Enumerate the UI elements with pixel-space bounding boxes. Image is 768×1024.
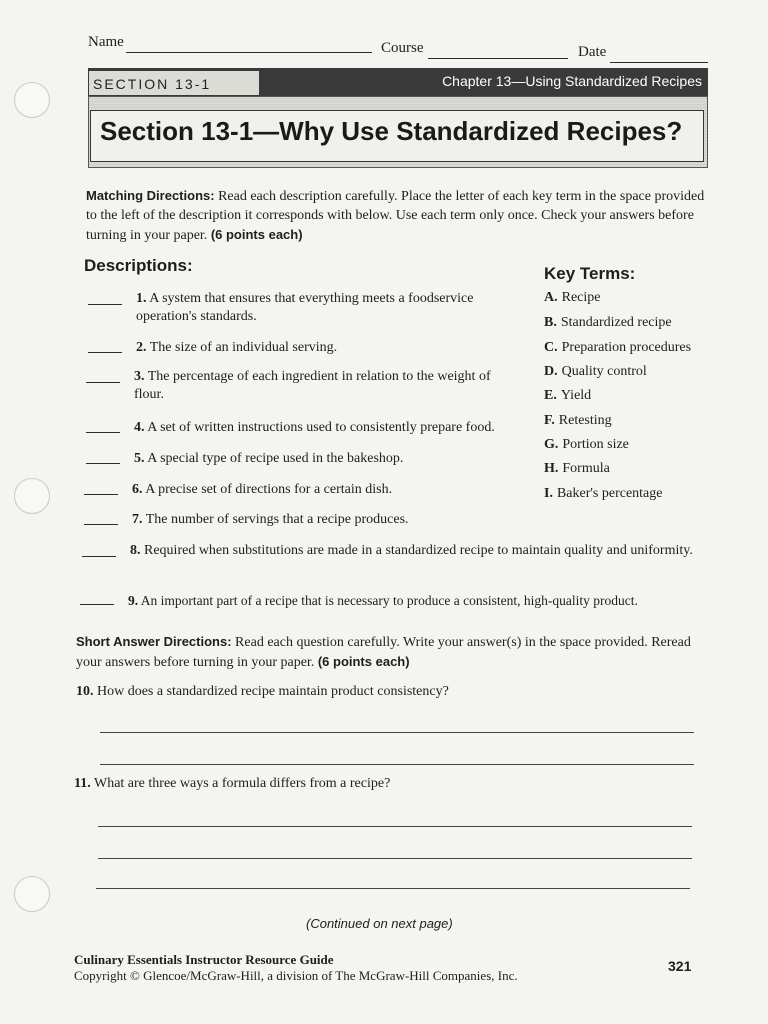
key-terms-heading: Key Terms: <box>544 264 636 283</box>
description-text: A set of written instructions used to consistently prepare food. <box>147 420 495 435</box>
description-number: 5. <box>134 451 145 466</box>
matching-directions <box>86 186 708 245</box>
key-term-text: Preparation procedures <box>561 340 692 355</box>
description-text: The number of servings that a recipe produces. <box>145 512 409 527</box>
key-term-letter: H. <box>544 461 559 476</box>
description-text: A system that ensures that everything meets a foodservice operation's standards. <box>136 291 474 324</box>
name-field-line[interactable] <box>126 52 372 53</box>
description-text: Required when substitutions are made in a standardized recipe to maintain quality and uniformity. <box>144 543 693 558</box>
key-term-item <box>544 315 672 331</box>
short-answer-heading: Short Answer Directions: <box>76 634 232 649</box>
key-term-letter: B. <box>544 315 557 330</box>
answer-line[interactable] <box>100 764 694 765</box>
key-term-letter: I. <box>544 486 553 501</box>
key-term-letter: A. <box>544 290 558 305</box>
answer-blank-7[interactable] <box>84 524 118 525</box>
description-item <box>136 290 516 326</box>
short-answer-question <box>76 684 449 700</box>
short-answer-question <box>74 776 390 792</box>
description-text: The size of an individual serving. <box>149 340 338 355</box>
key-term-item <box>544 413 612 429</box>
key-term-text: Standardized recipe <box>560 315 672 330</box>
description-text: The percentage of each ingredient in relation to the weight of flour. <box>134 369 491 402</box>
binder-hole <box>14 478 50 514</box>
key-term-text: Baker's percentage <box>556 486 663 501</box>
key-term-letter: F. <box>544 413 555 428</box>
section-tag: SECTION 13-1 <box>88 70 260 96</box>
description-text: An important part of a recipe that is necessary to produce a consistent, high-quality product. <box>140 593 638 608</box>
key-term-item <box>544 388 591 404</box>
question-number: 11. <box>74 776 91 791</box>
key-term-letter: D. <box>544 364 558 379</box>
description-item <box>130 542 705 560</box>
description-item <box>132 511 512 529</box>
description-number: 2. <box>136 340 147 355</box>
answer-blank-2[interactable] <box>88 352 122 353</box>
description-item <box>134 450 514 468</box>
answer-line[interactable] <box>98 826 692 827</box>
description-item <box>134 419 524 437</box>
key-term-item <box>544 461 610 477</box>
description-number: 6. <box>132 482 143 497</box>
binder-hole <box>14 82 50 118</box>
key-term-letter: C. <box>544 340 558 355</box>
answer-blank-1[interactable] <box>88 304 122 305</box>
answer-blank-6[interactable] <box>84 494 118 495</box>
answer-blank-5[interactable] <box>86 463 120 464</box>
description-text: A special type of recipe used in the bakeshop. <box>147 451 404 466</box>
description-item <box>128 592 718 610</box>
footer-title: Culinary Essentials Instructor Resource Guide <box>74 952 334 967</box>
key-term-item <box>544 437 629 453</box>
answer-line[interactable] <box>96 888 690 889</box>
description-item <box>132 481 512 499</box>
name-label: Name <box>88 34 124 50</box>
course-label: Course <box>381 40 424 56</box>
answer-blank-3[interactable] <box>86 382 120 383</box>
key-term-text: Recipe <box>561 290 601 305</box>
matching-directions-text: Read each description carefully. Place the letter of each key term in the space provided to the left of the description it corresponds with below. Use each term only once. Check your answers before turning in your paper. <box>86 189 705 243</box>
key-term-item <box>544 364 647 380</box>
key-term-letter: G. <box>544 437 559 452</box>
chapter-title: Chapter 13—Using Standardized Recipes <box>442 73 702 89</box>
key-term-item <box>544 486 662 502</box>
description-item <box>134 368 514 404</box>
answer-blank-4[interactable] <box>86 432 120 433</box>
key-term-text: Formula <box>562 461 610 476</box>
footer-copyright: Copyright © Glencoe/McGraw-Hill, a division of The McGraw-Hill Companies, Inc. <box>74 968 518 983</box>
description-number: 8. <box>130 543 141 558</box>
description-number: 3. <box>134 369 145 384</box>
key-term-text: Retesting <box>558 413 612 428</box>
description-number: 9. <box>128 593 139 608</box>
descriptions-heading: Descriptions: <box>84 256 193 275</box>
short-answer-text: Read each question carefully. Write your answer(s) in the space provided. Reread your answers before turning in your paper. <box>76 635 691 670</box>
key-term-text: Portion size <box>562 437 629 452</box>
description-number: 7. <box>132 512 143 527</box>
key-term-text: Quality control <box>561 364 647 379</box>
matching-directions-heading: Matching Directions: <box>86 188 215 203</box>
answer-line[interactable] <box>98 858 692 859</box>
question-number: 10. <box>76 684 94 699</box>
page-number: 321 <box>668 958 692 974</box>
short-answer-points: (6 points each) <box>317 654 410 669</box>
description-number: 1. <box>136 291 147 306</box>
key-term-text: Yield <box>560 388 592 403</box>
answer-line[interactable] <box>100 732 694 733</box>
question-text: What are three ways a formula differs from a recipe? <box>93 776 391 791</box>
answer-blank-9[interactable] <box>80 604 114 605</box>
key-term-item <box>544 340 691 356</box>
binder-hole <box>14 876 50 912</box>
matching-points: (6 points each) <box>210 227 303 242</box>
description-number: 4. <box>134 420 145 435</box>
question-text: How does a standardized recipe maintain product consistency? <box>97 684 449 699</box>
short-answer-directions <box>76 632 704 672</box>
date-field-line[interactable] <box>610 62 708 63</box>
description-item <box>136 339 516 357</box>
answer-blank-8[interactable] <box>82 556 116 557</box>
course-field-line[interactable] <box>428 58 568 59</box>
continued-note: (Continued on next page) <box>306 916 453 931</box>
description-text: A precise set of directions for a certain dish. <box>145 482 393 497</box>
date-label: Date <box>578 44 607 60</box>
page-title: Section 13-1—Why Use Standardized Recipes? <box>100 116 683 146</box>
key-term-letter: E. <box>544 388 557 403</box>
key-term-item <box>544 290 601 306</box>
